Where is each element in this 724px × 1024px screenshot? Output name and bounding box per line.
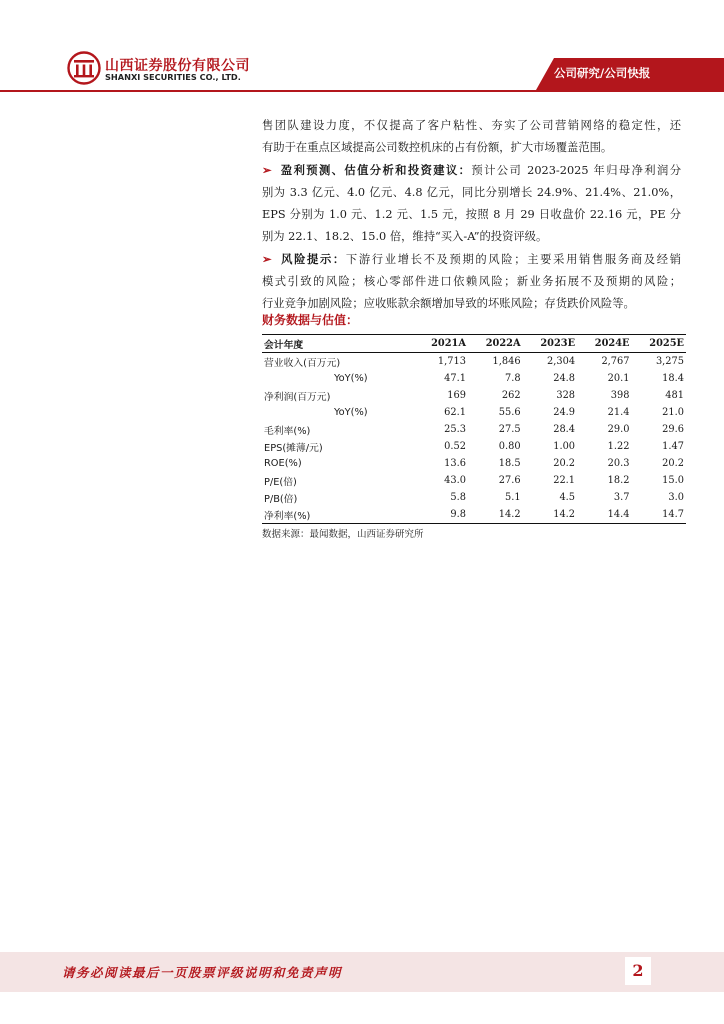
row-label: 净利率(%) [262,506,413,524]
table-cell: 1.22 [607,441,630,452]
table-cell: 7.8 [505,373,521,384]
table-cell: 29.6 [662,424,684,435]
row-label: YoY(%) [334,407,368,418]
table-row [262,421,686,438]
table-source-note: 数据来源：最闻数据，山西证券研究所 [262,529,424,540]
row-label: YoY(%) [334,373,368,384]
forecast-heading: 盈利预测、估值分析和投资建议： [279,164,472,177]
page-number: 2 [625,957,651,985]
table-cell: 27.5 [498,424,521,435]
table-cell: 62.1 [444,407,466,418]
shanxi-securities-logo-icon [67,51,101,85]
column-header: 2023E [523,335,577,353]
table-row [262,455,686,472]
column-header: 会计年度 [262,335,413,353]
paragraph-line: 有助于在重点区域提高公司数控机床的占有份额，扩大市场覆盖范围。 [262,141,613,154]
row-label: P/B(倍) [264,493,298,505]
table-cell: 47.1 [444,373,466,384]
table-cell: 3,275 [655,356,684,367]
paragraph-line: 模式引致的风险；核心零部件进口依赖风险；新业务拓展不及预期的风险； [262,275,681,288]
table-cell: 21.4 [607,407,630,418]
table-row [262,353,686,371]
table-cell: 3.7 [613,492,630,503]
paragraph-line: EPS 分别为 1.0 元、1.2 元、1.5 元，按照 8 月 29 日收盘价 22.16 元，PE 分 [262,208,681,221]
table-cell: 18.5 [498,458,521,469]
table-cell: 0.80 [498,441,521,452]
table-cell: 5.8 [450,492,466,503]
table-cell: 15.0 [662,475,684,486]
table-cell: 18.2 [607,475,630,486]
table-cell: 328 [556,390,576,401]
table-cell: 3.0 [668,492,684,503]
table-cell: 1,846 [492,356,521,367]
table-cell: 25.3 [444,424,466,435]
paragraph-text: 下游行业增长不及预期的风险；主要采用销售服务商及经销 [345,253,681,266]
table-row [262,472,686,489]
risk-heading: 风险提示： [279,253,346,266]
table-cell: 2,304 [547,356,576,367]
table-cell: 1,713 [437,356,466,367]
company-name-cn: 山西证券股份有限公司 [105,58,250,74]
row-label: 净利润(百万元) [264,391,331,403]
table-cell: 0.52 [444,441,466,452]
paragraph-text: 预计公司 2023-2025 年归母净利润分 [471,164,681,177]
table-cell: 169 [447,390,466,401]
table-cell: 14.4 [577,506,631,524]
table-cell: 481 [665,390,684,401]
table-cell: 1.00 [553,441,576,452]
paragraph-line [262,248,681,271]
paragraph-line: 别为 22.1、18.2、15.0 倍，维持“买入-A”的投资评级。 [262,230,548,243]
table-cell: 9.8 [413,506,468,524]
table-cell: 5.1 [505,492,521,503]
page-header [0,0,724,100]
column-header: 2021A [413,335,468,353]
bullet-arrow-icon: ➢ [262,163,272,177]
table-cell: 20.2 [662,458,684,469]
table-row [262,438,686,455]
column-header: 2025E [632,335,687,353]
table-cell: 18.4 [662,373,684,384]
table-cell: 27.6 [498,475,521,486]
table-row [262,404,686,421]
table-cell: 13.6 [444,458,466,469]
table-cell: 1.47 [662,441,684,452]
table-cell: 20.2 [553,458,576,469]
row-label: EPS(摊薄/元) [264,442,323,454]
table-cell: 21.0 [662,407,684,418]
table-cell: 43.0 [444,475,466,486]
row-label: P/E(倍) [264,476,297,488]
table-cell: 20.1 [607,373,630,384]
bullet-arrow-icon: ➢ [262,252,272,266]
paragraph-line: 行业竞争加剧风险；应收账款余额增加导致的坏账风险；存货跌价风险等。 [262,297,635,310]
table-row [262,370,686,387]
paragraph-line [262,159,681,182]
table-cell: 28.4 [553,424,576,435]
table-cell: 14.2 [523,506,577,524]
table-cell: 14.7 [632,506,687,524]
table-row [262,387,686,404]
table-row [262,489,686,506]
table-cell: 22.1 [553,475,576,486]
table-header-row [262,335,686,353]
table-title: 财务数据与估值： [262,313,359,327]
header-divider [0,90,724,92]
report-body [262,115,681,315]
table-cell: 24.9 [553,407,576,418]
table-cell: 14.2 [468,506,523,524]
footer-disclaimer: 请务必阅读最后一页股票评级说明和免责声明 [62,965,343,980]
table-cell: 4.5 [559,492,576,503]
column-header: 2024E [577,335,631,353]
table-cell: 29.0 [607,424,630,435]
table-cell: 2,767 [601,356,630,367]
paragraph-line: 别为 3.3 亿元、4.0 亿元、4.8 亿元，同比分别增长 24.9%、21.4%、21.0%， [262,186,681,199]
row-label: 营业收入(百万元) [264,357,341,369]
table-cell: 262 [501,390,521,401]
table-row [262,506,686,524]
paragraph-line: 售团队建设力度，不仅提高了客户粘性、夯实了公司营销网络的稳定性，还 [262,119,681,132]
table-cell: 55.6 [498,407,521,418]
financial-table [262,334,686,524]
company-name-en: SHANXI SECURITIES CO., LTD. [105,72,241,82]
row-label: ROE(%) [264,458,302,469]
column-header: 2022A [468,335,523,353]
row-label: 毛利率(%) [264,425,311,437]
section-label: 公司研究/公司快报 [554,66,651,80]
table-cell: 24.8 [553,373,576,384]
table-cell: 398 [610,390,630,401]
table-cell: 20.3 [607,458,630,469]
